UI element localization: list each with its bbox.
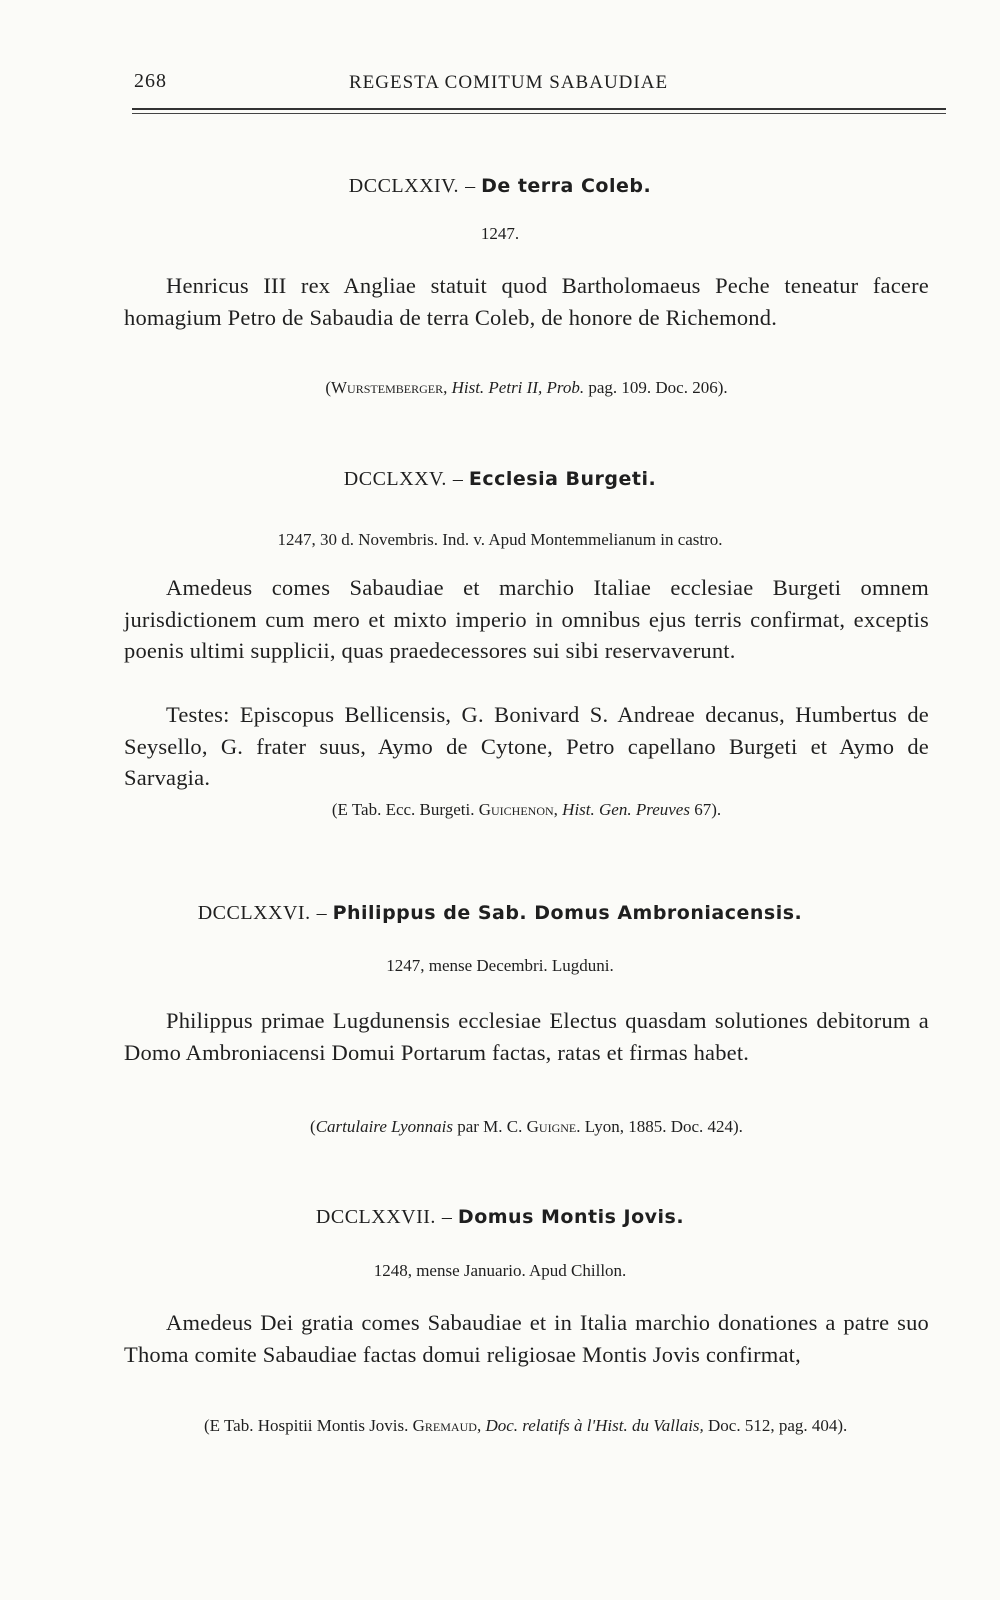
source-author: Wurstemberger [331,378,444,397]
entry-date: 1248, mense Januario. Apud Chillon. [373,1261,627,1280]
entry-text: Amedeus comes Sabaudiae et marchio Italiae ecclesiae Burgeti omnem jurisdictionem cum mero et mixto imperio in omnibus ejus terris confirmat, exceptis poenis ultimi supplicii, quas praedecessores sui sibi reservaverunt. [124,575,929,663]
entry-source: (E Tab. Ecc. Burgeti. Guichenon, Hist. Gen. Preuves 67). [331,800,722,819]
header-rule-thin [132,113,946,114]
entry-title: Domus Montis Jovis. [457,1206,685,1228]
page-number: 268 [134,70,167,92]
entry-number: DCCLXXV. [343,468,447,490]
entry-number: DCCLXXVII. [315,1206,436,1228]
source-work: Cartulaire Lyonnais [315,1117,453,1136]
entry-title: Philippus de Sab. Domus Ambroniacensis. [332,902,803,924]
entry-heading [0,468,1000,491]
entry-number: DCCLXXVI. [197,902,311,924]
entry-separator: – [316,902,327,924]
source-author: Guigne [526,1117,577,1136]
entry-text: Philippus primae Lugdunensis ecclesiae Electus quasdam solutiones debitorum a Domo Ambroniacensi Domui Portarum factas, ratas et firmas habet. [124,1008,929,1065]
entry-text-witnesses: Testes: Episcopus Bellicensis, G. Bonivard S. Andreae decanus, Humbertus de Seysello, G. frater suus, Aymo de Cytone, Petro capellano Burgeti et Aymo de Sarvagia. [124,702,929,790]
running-title: REGESTA COMITUM SABAUDIAE [349,72,669,93]
entry-title: De terra Coleb. [481,175,652,197]
entry-heading [0,1206,1000,1229]
entry-source: (Wurstemberger, Hist. Petri II, Prob. pag. 109. Doc. 206). [325,378,728,397]
source-author: Gremaud [412,1416,477,1435]
entry-heading [0,175,1000,198]
entry-number: DCCLXXIV. [348,175,460,197]
entry-separator: – [452,468,463,490]
entry-text: Henricus III rex Angliae statuit quod Bartholomaeus Peche teneatur facere homagium Petro de Sabaudia de terra Coleb, de honore de Richemond. [124,273,929,330]
entry-date: 1247, 30 d. Novembris. Ind. v. Apud Montemmelianum in castro. [277,530,723,549]
entry-separator: – [441,1206,452,1228]
source-author: Guichenon [478,800,554,819]
entry-source: (E Tab. Hospitii Montis Jovis. Gremaud, Doc. relatifs à l'Hist. du Vallais, Doc. 512, pag. 404). [204,1416,848,1435]
entry-title: Ecclesia Burgeti. [468,468,657,490]
source-work: Doc. relatifs à l'Hist. du Vallais, [485,1416,704,1435]
header-rule [132,108,946,110]
entry-heading [0,902,1000,925]
source-work: Hist. Gen. Preuves [562,800,690,819]
entry-date: 1247, mense Decembri. Lugduni. [386,956,614,975]
entry-date: 1247. [480,224,520,243]
entry-source: (Cartulaire Lyonnais par M. C. Guigne. Lyon, 1885. Doc. 424). [310,1117,743,1136]
entry-text: Amedeus Dei gratia comes Sabaudiae et in Italia marchio donationes a patre suo Thoma comite Sabaudiae factas domui religiosae Montis Jovis confirmat, [124,1310,929,1367]
entry-separator: – [465,175,476,197]
page-header [134,70,944,100]
source-work: Hist. Petri II, Prob. [451,378,585,397]
